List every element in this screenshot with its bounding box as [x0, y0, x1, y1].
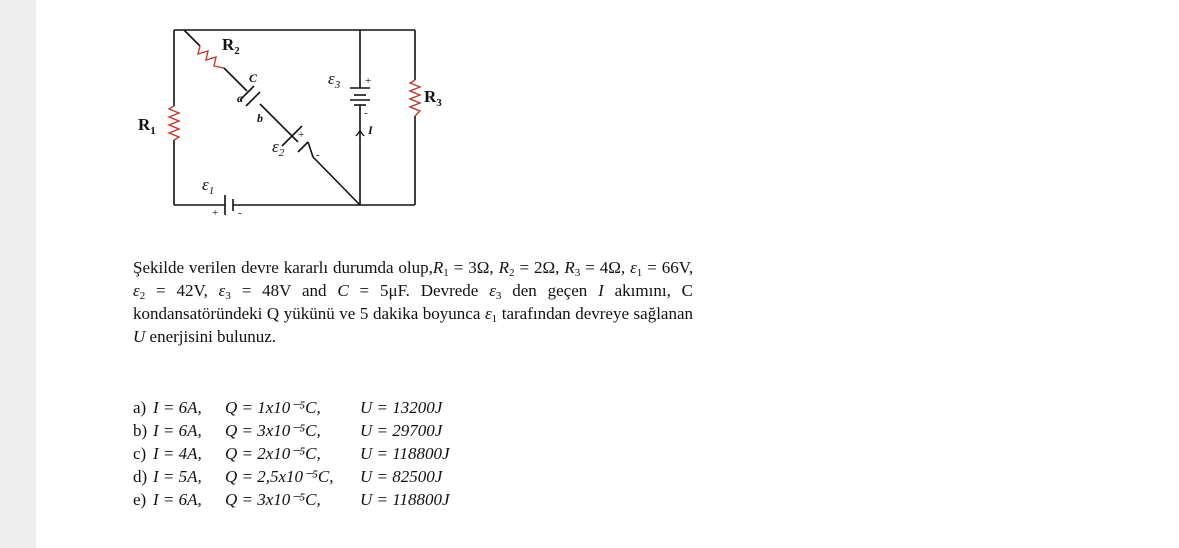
- label-c: C: [249, 71, 258, 85]
- battery-e3-icon: [350, 88, 370, 105]
- label-e3: $\varepsilon_3$: [328, 69, 341, 91]
- resistor-r1-icon: [169, 106, 179, 140]
- option-c: c) I = 4A, Q = 2x10⁻⁵C, U = 118800J: [133, 444, 450, 463]
- e3-minus: -: [364, 107, 368, 119]
- e1-minus: -: [238, 207, 242, 219]
- battery-e1-icon: [225, 195, 233, 215]
- label-e1: $\varepsilon_1$: [202, 175, 215, 197]
- resistor-r3-icon: [410, 80, 420, 116]
- label-r2: $R_2$: [222, 35, 240, 57]
- option-b: b) I = 6A, Q = 3x10⁻⁵C, U = 29700J: [133, 421, 443, 440]
- label-e2: $\varepsilon_2$: [272, 137, 285, 159]
- label-r1: $R_1$: [138, 115, 156, 137]
- label-r3: $R_3$: [424, 87, 442, 109]
- option-d: d) I = 5A, Q = 2,5x10⁻⁵C, U = 82500J: [133, 467, 443, 486]
- problem-statement: Şekilde verilen devre kararlı durumda $olup,R_1 = 3\Omega$, $R_2 = 2\Omega$, $R_3 = 4\Omega$, $\varepsilon_1 = 66V$, $\varepsilon_2 = 42V$, $\varepsilon_3 = 48V$ and C = 5μF. Devrede $\varepsilon_3$ den geçen I akımını, C kondansatöründeki Q yükünü ve 5 dakika boyunca $\varepsilon_1$ tarafından devreye sağlanan U enerjisini bulunuz.: [133, 258, 694, 346]
- label-i: I: [368, 123, 373, 137]
- option-a: a) I = 6A, Q = 1x10⁻⁵C, U = 13200J: [133, 398, 443, 417]
- label-a: a: [237, 91, 243, 105]
- e2-plus: +: [298, 129, 305, 141]
- e1-plus: +: [212, 207, 219, 219]
- page-margin: [0, 0, 36, 548]
- circuit-diagram: [120, 18, 440, 223]
- e2-minus: -: [316, 149, 320, 161]
- label-b: b: [257, 111, 263, 125]
- resistor-r2-icon: [198, 46, 224, 68]
- e3-plus: +: [365, 75, 372, 87]
- answer-options: [133, 396, 450, 511]
- option-e: e) I = 6A, Q = 3x10⁻⁵C, U = 118800J: [133, 490, 450, 509]
- capacitor-icon: [240, 86, 260, 106]
